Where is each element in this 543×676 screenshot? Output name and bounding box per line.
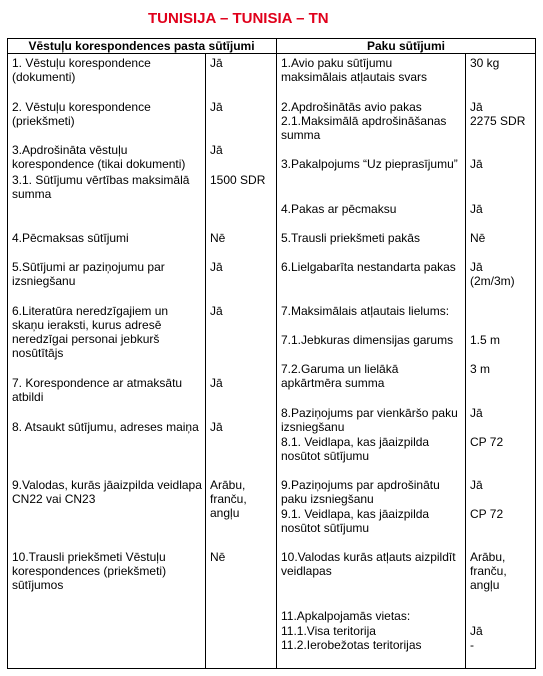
right-item-value: CP 72 <box>470 507 504 521</box>
left-item-value: Jā <box>210 304 223 318</box>
left-item-value: Nē <box>210 550 226 564</box>
right-item-value: Jā <box>470 478 483 492</box>
right-item-label: 2.Apdrošinātās avio pakas <box>281 100 422 114</box>
left-item-label: 3.Apdrošināta vēstuļu korespondence (tikai dokumenti) <box>12 143 186 171</box>
right-item-label: 3.Pakalpojums “Uz pieprasījumu” <box>281 157 458 171</box>
left-item <box>12 550 202 592</box>
left-item-label: 9.Valodas, kurās jāaizpilda veidlapa CN22 vai CN23 <box>12 478 202 506</box>
right-item-label: 11.Apkalpojamās vietas: <box>281 609 411 623</box>
left-item-value: 1500 SDR <box>210 173 266 187</box>
right-item-label: 4.Pakas ar pēcmaksu <box>281 202 397 216</box>
right-item-label: 9.Paziņojums par apdrošinātu paku izsniegšanu <box>281 478 440 506</box>
header-right: Paku sūtījumi <box>366 39 446 53</box>
left-item <box>12 143 202 171</box>
header-divider <box>7 53 536 54</box>
column-divider-main <box>276 38 277 669</box>
left-item <box>12 478 202 506</box>
left-item-label: 3.1. Sūtījumu vērtības maksimālā summa <box>12 173 190 201</box>
right-item-value: - <box>470 638 474 652</box>
left-item-value: Jā <box>210 56 223 70</box>
left-item-value: Jā <box>210 100 223 114</box>
right-item-value: Jā (2m/3m) <box>470 260 515 288</box>
left-item <box>12 173 202 201</box>
right-item-label: 7.Maksimālais atļautais lielums: <box>281 304 450 318</box>
right-item-value: Jā <box>470 202 483 216</box>
left-item-value: Nē <box>210 231 226 245</box>
right-item-label: 11.1.Visa teritorija <box>281 624 376 638</box>
left-item-label: 7. Korespondence ar atmaksātu atbildi <box>12 376 183 404</box>
right-item-label: 5.Trausli priekšmeti pakās <box>281 231 420 245</box>
column-divider-left-values <box>205 53 206 669</box>
right-item-value: Jā <box>470 157 483 171</box>
right-item-label: 6.Lielgabarīta nestandarta pakas <box>281 260 456 274</box>
left-item <box>12 420 202 434</box>
left-item-value: Arābu, franču, angļu <box>210 478 247 520</box>
right-item-value: CP 72 <box>470 435 504 449</box>
left-item <box>12 231 202 245</box>
left-item-label: 8. Atsaukt sūtījumu, adreses maiņa <box>12 420 199 434</box>
right-item-label: 7.1.Jebkuras dimensijas garums <box>281 333 454 347</box>
left-item <box>12 100 202 128</box>
left-item-label: 6.Literatūra neredzīgajiem un skaņu ieraksti, kurus adresē neredzīgai personai jebkurš nosūtītājs <box>12 304 169 360</box>
right-item-label: 2.1.Maksimālā apdrošināšanas summa <box>281 114 447 142</box>
right-item-value: 1.5 m <box>470 333 501 347</box>
right-item-label: 7.2.Garuma un lielākā apkārtmēra summa <box>281 362 399 390</box>
left-item-label: 10.Trausli priekšmeti Vēstuļu korespondences (priekšmeti) sūtījumos <box>12 550 167 592</box>
right-item-value: Jā <box>470 100 483 114</box>
header-left: Vēstuļu korespondences pasta sūtījumi <box>28 39 255 53</box>
right-item-label: 9.1. Veidlapa, kas jāaizpilda nosūtot sūtījumu <box>281 507 430 535</box>
left-item-label: 4.Pēcmaksas sūtījumi <box>12 231 129 245</box>
right-item-label: 1.Avio paku sūtījumu maksimālais atļautais svars <box>281 56 428 84</box>
right-item-label: 8.1. Veidlapa, kas jāaizpilda nosūtot sūtījumu <box>281 435 430 463</box>
right-item-value: 30 kg <box>470 56 500 70</box>
right-item-label: 10.Valodas kurās atļauts aizpildīt veidlapas <box>281 550 456 578</box>
right-item-value: Nē <box>470 231 486 245</box>
right-item-value: Jā <box>470 624 483 638</box>
right-item-value: Jā <box>470 406 483 420</box>
left-item <box>12 260 202 288</box>
left-item-label: 5.Sūtījumi ar paziņojumu par izsniegšanu <box>12 260 165 288</box>
right-item-label: 8.Paziņojums par vienkāršo paku izsniegšanu <box>281 406 458 434</box>
page-title: TUNISIJA – TUNISIA – TN <box>148 10 329 27</box>
left-item-label: 1. Vēstuļu korespondence (dokumenti) <box>12 56 151 84</box>
left-item <box>12 304 202 360</box>
left-item <box>12 56 202 84</box>
left-item-value: Jā <box>210 260 223 274</box>
right-item-value: 2275 SDR <box>470 114 526 128</box>
left-item-value: Jā <box>210 143 223 157</box>
right-item-value: Arābu, franču, angļu <box>470 550 507 592</box>
left-item-label: 2. Vēstuļu korespondence (priekšmeti) <box>12 100 151 128</box>
left-item <box>12 376 202 404</box>
left-item-value: Jā <box>210 420 223 434</box>
left-item-value: Jā <box>210 376 223 390</box>
column-divider-right-values <box>465 53 466 669</box>
right-item-label: 11.2.Ierobežotas teritorijas <box>281 638 422 652</box>
right-item-value: 3 m <box>470 362 491 376</box>
